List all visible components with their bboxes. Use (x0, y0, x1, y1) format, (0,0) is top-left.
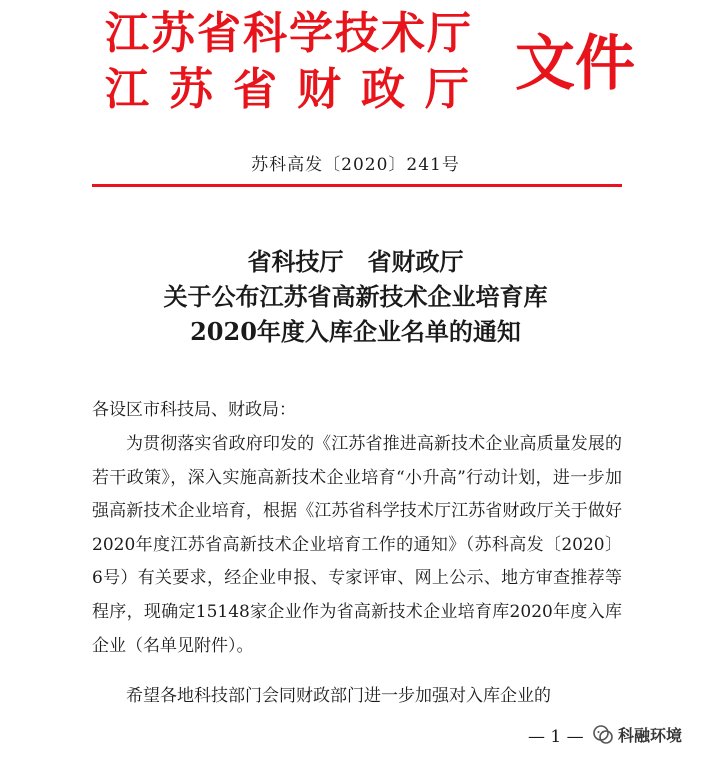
document-word: 文件 (515, 29, 635, 99)
watermark (592, 723, 682, 746)
red-divider (92, 184, 622, 187)
salutation: 各设区市科技局、财政局： (92, 400, 296, 420)
document-number: 苏科高发〔2020〕241号 (251, 155, 460, 175)
issuer-line-2: 江苏省财政厅 (105, 64, 489, 115)
issuer-line-1: 江苏省科学技术厅 (105, 8, 473, 59)
title-line-2: 关于公布江苏省高新技术企业培育库 (163, 282, 548, 311)
page-number: — 1 — (528, 727, 584, 747)
document-header (105, 6, 635, 124)
paragraph-2: 希望各地科技部门会同财政部门进一步加强对入库企业的 (126, 686, 551, 706)
watermark-text: 科融环境 (618, 726, 683, 745)
paragraph-1: 为贯彻落实省政府印发的《江苏省推进高新技术企业高质量发展的若干政策》，深入实施高新技术企业培育“小升高”行动计划，进一步加强高新技术企业培育，根据《江苏省科学技术厅江苏省财政厅关于做好2020年度江苏省高新技术企业培育工作的通知》（苏科高发〔2020〕6号）有关要求，经企业申报、专家评审、网上公示、地方审查推荐等程序，现确定15148家企业作为省高新技术企业培育库2020年度入库企业（名单见附件）。 (92, 434, 622, 656)
title-line-1: 省科技厅 省财政厅 (247, 247, 464, 276)
wechat-icon (592, 724, 614, 746)
title-line-3: 2020年度入库企业名单的通知 (190, 317, 521, 346)
